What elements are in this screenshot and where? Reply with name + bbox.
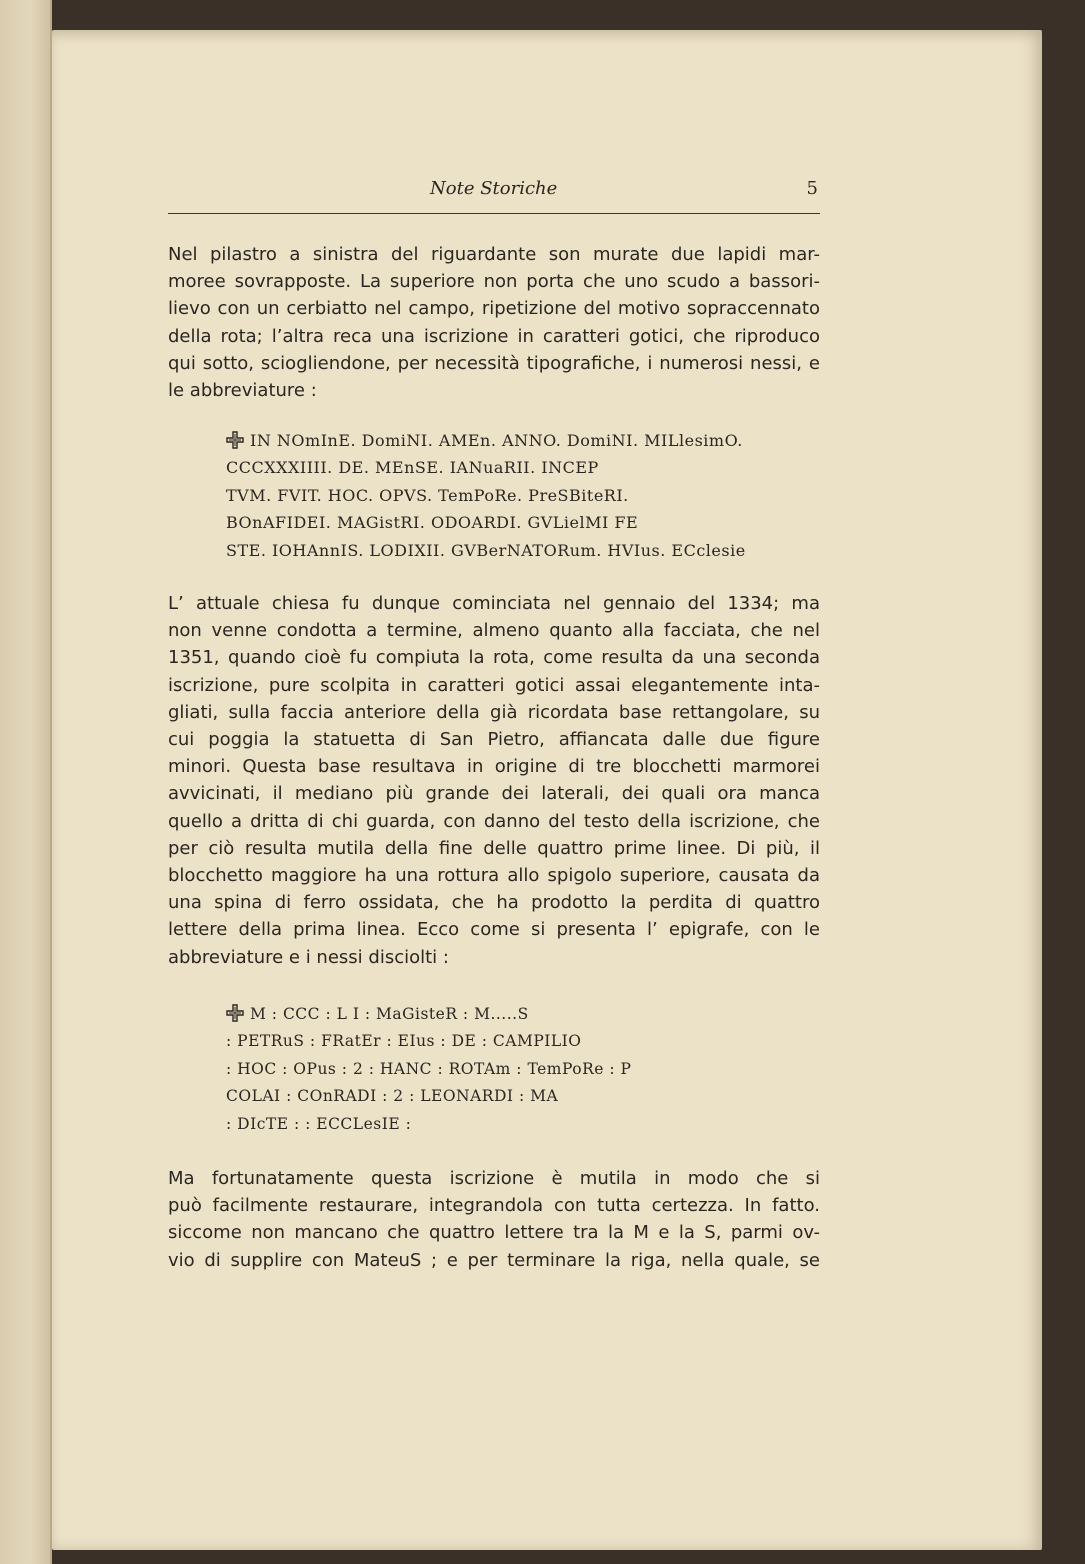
text-line: quello a dritta di chi guarda, con danno del testo della iscrizione, che: [168, 810, 820, 832]
running-title: Note Storiche: [430, 178, 558, 199]
page-number: 5: [806, 178, 818, 199]
text-line: qui sotto, sciogliendone, per necessità tipografiche, i numerosi nessi, e: [168, 352, 820, 374]
inscription-line: : DIcTE : : ECCLesIE :: [226, 1114, 412, 1133]
text-line: le abbreviature :: [168, 380, 317, 402]
text-line: vio di supplire con MateuS ; e per terminare la riga, nella quale, se: [168, 1249, 820, 1271]
text-line: una spina di ferro ossidata, che ha prodotto la perdita di quattro: [168, 892, 820, 914]
page-header: [168, 178, 820, 206]
paragraph-2: [168, 590, 820, 971]
inscription-line: BOnAFIDEI. MAGistRI. ODOARDI. GVLielMI FE: [226, 513, 639, 533]
text-line: moree sovrapposte. La superiore non porta che uno scudo a bassori-: [168, 271, 820, 293]
inscription-line: TVM. FVIT. HOC. OPVS. TemPoRe. PreSBiteRI.: [226, 485, 629, 505]
text-line: L’ attuale chiesa fu dunque cominciata nel gennaio del 1334; ma: [168, 593, 820, 614]
text-line: abbreviature e i nessi disciolti :: [168, 946, 449, 968]
text-line: Ma fortunatamente questa iscrizione è mutila in modo che si: [168, 1168, 820, 1189]
inscription-line: STE. IOHAnnIS. LODIXII. GVBerNATORum. HVIus. ECclesie: [226, 540, 746, 560]
text-line: lievo con un cerbiatto nel campo, ripetizione del motivo sopraccennato: [168, 298, 820, 320]
paragraph-1: [168, 241, 820, 404]
text-line: blocchetto maggiore ha una rottura allo spigolo superiore, causata da: [168, 865, 820, 887]
text-line: non venne condotta a termine, almeno quanto alla facciata, che nel: [168, 620, 820, 642]
text-line: della rota; l’altra reca una iscrizione in caratteri gotici, che riproduco: [168, 325, 820, 347]
inscription-line: COLAI : COnRADI : 2 : LEONARDI : MA: [226, 1087, 559, 1106]
header-rule: [168, 213, 820, 214]
previous-page-edge: [0, 0, 52, 1564]
inscription-text: IN NOmInE. DomiNI. AMEn. ANNO. DomiNI. MILlesimO.: [250, 431, 743, 450]
inscription-text: M : CCC : L I : MaGisteR : M.....S: [250, 1005, 529, 1023]
inscription-line: CCCXXXIIII. DE. MEnSE. IANuaRII. INCEP: [226, 458, 599, 478]
text-line: può facilmente restaurare, integrandola con tutta certezza. In fatto.: [168, 1195, 820, 1217]
inscription-line: [226, 427, 746, 454]
inscription-line: [226, 1001, 631, 1028]
text-line: lettere della prima linea. Ecco come si presenta l’ epigrafe, con le: [168, 919, 820, 941]
inscription-line: : PETRuS : FRatEr : EIus : DE : CAMPILIO: [226, 1032, 582, 1051]
text-line: iscrizione, pure scolpita in caratteri gotici assai elegantemente inta-: [168, 674, 820, 696]
text-line: siccome non mancano che quattro lettere tra la M e la S, parmi ov-: [168, 1222, 820, 1244]
cross-icon: [226, 1004, 244, 1022]
text-line: Nel pilastro a sinistra del riguardante son murate due lapidi mar-: [168, 244, 820, 265]
cross-icon: [226, 431, 244, 449]
inscription-line: : HOC : OPus : 2 : HANC : ROTAm : TemPoRe : P: [226, 1059, 632, 1078]
inscription-1: [226, 427, 746, 564]
inscription-2: [226, 1001, 631, 1138]
text-line: gliati, sulla faccia anteriore della già ricordata base rettangolare, su: [168, 701, 820, 723]
text-line: cui poggia la statuetta di San Pietro, affiancata dalle due figure: [168, 729, 820, 751]
paragraph-3: [168, 1165, 820, 1274]
text-line: per ciò resulta mutila della fine delle quattro prime linee. Di più, il: [168, 837, 820, 859]
text-line: 1351, quando cioè fu compiuta la rota, come resulta da una seconda: [168, 647, 820, 669]
text-line: avvicinati, il mediano più grande dei laterali, dei quali ora manca: [168, 783, 820, 805]
text-line: minori. Questa base resultava in origine di tre blocchetti marmorei: [168, 756, 820, 778]
